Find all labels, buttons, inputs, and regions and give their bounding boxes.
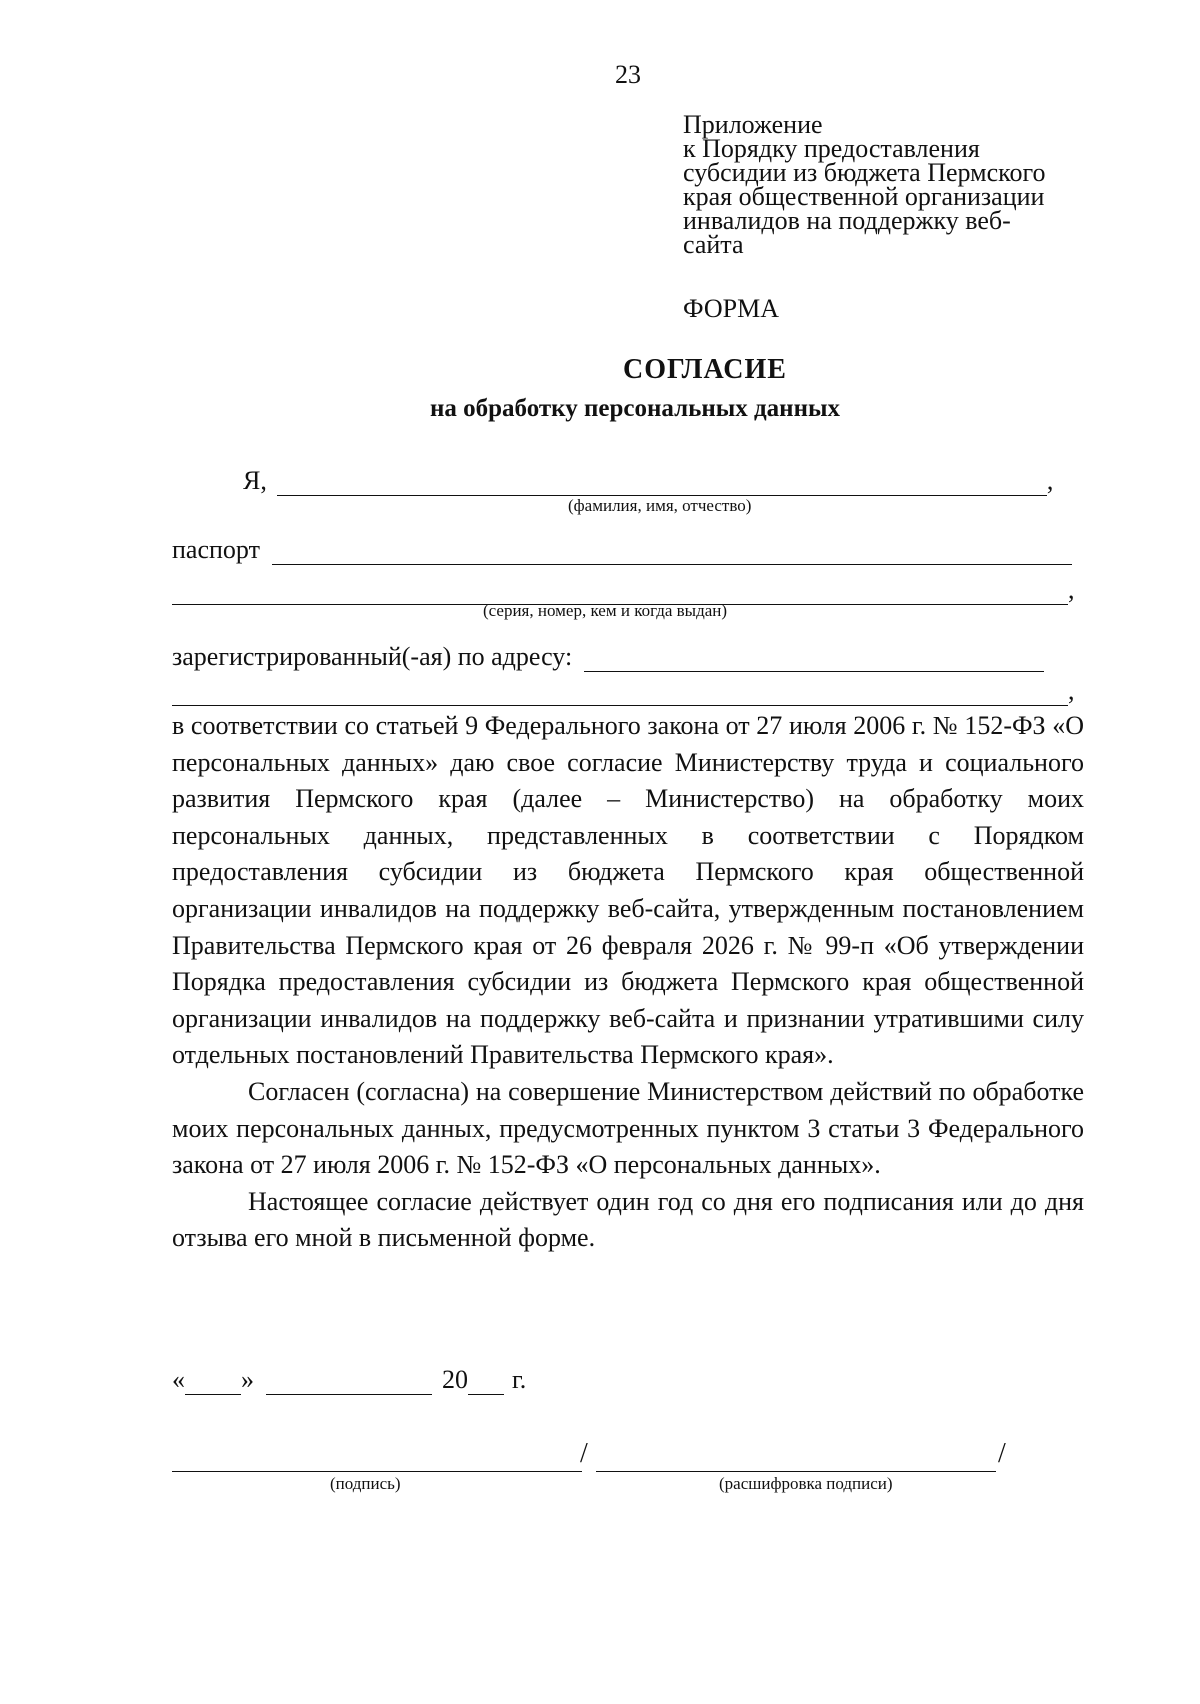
passport-input-line-1[interactable] [272, 538, 1072, 565]
name-input-line[interactable] [277, 469, 1047, 496]
appendix-note [683, 110, 1103, 259]
day-input-line[interactable] [185, 1370, 241, 1395]
passport-suffix: , [1068, 575, 1075, 604]
name-suffix: , [1046, 466, 1054, 495]
year-suffix: г. [512, 1365, 527, 1394]
signature-decoding-line[interactable] [596, 1470, 996, 1472]
consent-body [172, 708, 1084, 1257]
date-row [172, 1365, 526, 1395]
year-prefix: 20 [442, 1365, 468, 1394]
address-field-row-2 [172, 676, 1075, 706]
date-open-quote: « [172, 1365, 185, 1394]
signature-line[interactable] [172, 1470, 582, 1472]
signature-end-slash: / [998, 1438, 1006, 1469]
appendix-line: субсидии из бюджета Пермского [683, 158, 1046, 187]
appendix-line: сайта [683, 230, 744, 259]
consent-paragraph-3: Настоящее согласие действует один год со дня его подписания или до дня отзыва его мной в письменной форме. [172, 1186, 1084, 1253]
document-subtitle: на обработку персональных данных [430, 395, 840, 422]
appendix-line: к Порядку предоставления [683, 134, 980, 163]
form-label: ФОРМА [683, 294, 779, 323]
signature-hint: (подпись) [330, 1474, 401, 1493]
address-input-line-1[interactable] [584, 645, 1044, 672]
name-hint: (фамилия, имя, отчество) [568, 496, 752, 515]
appendix-line: инвалидов на поддержку веб- [683, 206, 1011, 235]
signature-separator: / [580, 1438, 588, 1469]
address-label: зарегистрированный(-ая) по адресу: [172, 642, 573, 671]
passport-hint: (серия, номер, кем и когда выдан) [483, 601, 728, 620]
consent-paragraph-2: Согласен (согласна) на совершение Министерством действий по обработке моих персональных данных, предусмотренных пунктом 3 статьи 3 Федерального закона от 27 июля 2006 г. № 152-ФЗ «О персональных данных». [172, 1076, 1084, 1180]
consent-paragraph-1: в соответствии со статьей 9 Федерального закона от 27 июля 2006 г. № 152-ФЗ «О персональных данных» даю свое согласие Министерству труда и социального развития Пермского края (далее – Министерство) на обработку моих персональных данных, представленных в соответствии с Порядком предоставления субсидии из бюджета Пермского края общественной организации инвалидов на поддержку веб-сайта, утвержденным постановлением Правительства Пермского края от 26 февраля 2026 г. № 99-п «Об утверждении Порядка предоставления субсидии из бюджета Пермского края общественной организации инвалидов на поддержку веб-сайта и признании утратившими силу отдельных постановлений Правительства Пермского края». [172, 711, 1084, 1070]
page-number: 23 [615, 60, 641, 89]
year-input-line[interactable] [468, 1370, 504, 1395]
address-field-row [172, 642, 1044, 672]
address-input-line-2[interactable] [172, 679, 1068, 706]
month-input-line[interactable] [266, 1370, 432, 1395]
name-field-row [243, 466, 1053, 496]
date-close-quote: » [241, 1365, 254, 1394]
signature-decoding-hint: (расшифровка подписи) [719, 1474, 893, 1493]
document-title: СОГЛАСИЕ [623, 354, 787, 385]
appendix-line: Приложение [683, 110, 823, 139]
name-prefix: Я, [243, 466, 267, 495]
passport-label: паспорт [172, 535, 260, 564]
appendix-line: края общественной организации [683, 182, 1045, 211]
passport-field-row [172, 535, 1072, 565]
address-suffix: , [1068, 676, 1075, 705]
